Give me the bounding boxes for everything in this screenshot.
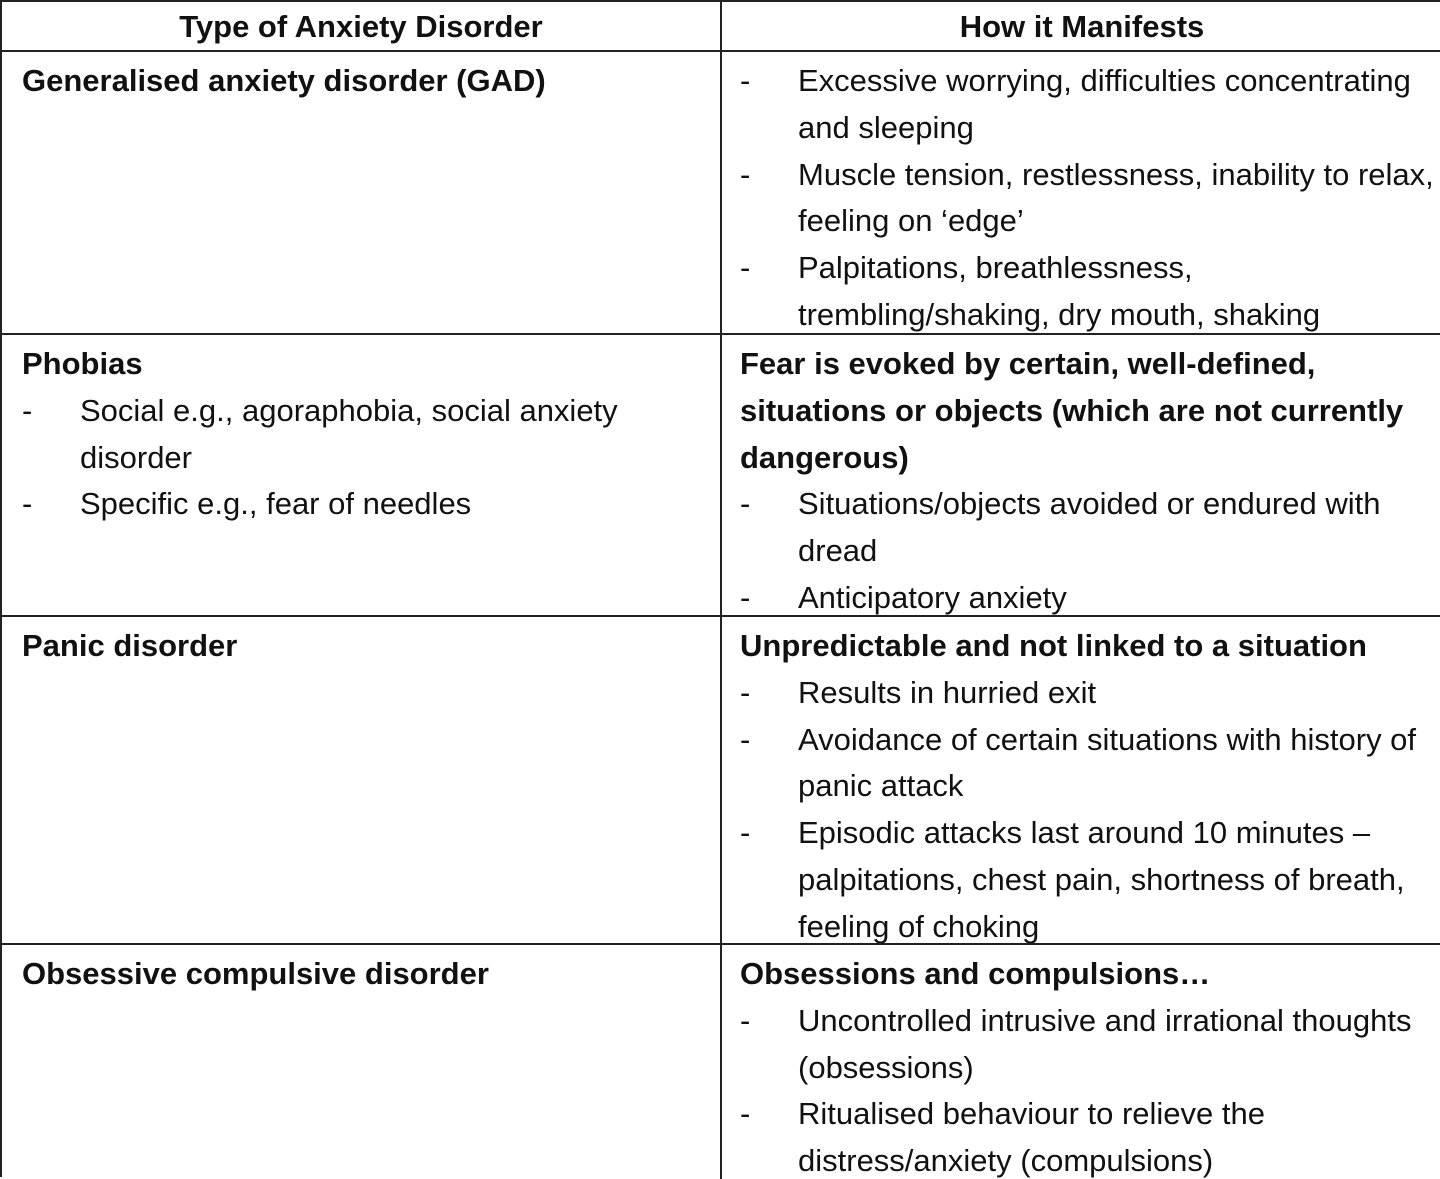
bullet-dash: - [740, 1002, 751, 1038]
bullet-dash: - [740, 156, 751, 192]
manifest-bullet [740, 1091, 1440, 1179]
manifest-cell-ocd [722, 945, 1440, 1179]
type-bullet [22, 388, 720, 482]
header-manifests: How it Manifests [959, 9, 1205, 44]
manifest-intro: Obsessions and compulsions… [740, 956, 1211, 991]
bullet-dash: - [740, 1096, 751, 1132]
bullet-text: Palpitations, breathlessness, trembling/shaking, dry mouth, shaking [798, 250, 1321, 332]
table-row-ocd [2, 945, 1440, 1179]
manifest-intro: Fear is evoked by certain, well-defined, situations or objects (which are not currently dangerous) [740, 346, 1404, 475]
manifest-bullet [740, 58, 1440, 152]
manifest-bullet [740, 575, 1440, 615]
bullet-dash: - [22, 486, 33, 522]
bullet-text: Situations/objects avoided or endured with dread [798, 486, 1381, 569]
bullet-text: Specific e.g., fear of needles [80, 486, 472, 522]
type-name-ocd: Obsessive compulsive disorder [22, 956, 489, 991]
bullet-dash: - [740, 486, 751, 522]
bullet-text: Ritualised behaviour to relieve the distress/anxiety (compulsions) [798, 1096, 1265, 1179]
bullet-dash: - [740, 815, 751, 851]
table-row-gad [2, 52, 1440, 335]
manifest-bullet [740, 810, 1440, 943]
manifest-bullet [740, 670, 1440, 717]
manifest-bullet [740, 717, 1440, 811]
type-name-panic: Panic disorder [22, 628, 238, 663]
table-header-row [2, 2, 1440, 52]
bullet-dash: - [740, 250, 751, 286]
bullet-dash: - [22, 392, 33, 428]
manifest-bullet [740, 152, 1440, 246]
manifest-bullet [740, 245, 1440, 333]
header-type: Type of Anxiety Disorder [2, 2, 722, 50]
type-name-phobias: Phobias [22, 346, 143, 381]
type-name-gad: Generalised anxiety disorder (GAD) [22, 63, 546, 98]
bullet-text: Avoidance of certain situations with history of panic attack [798, 721, 1417, 804]
table-row-phobias [2, 335, 1440, 617]
manifest-bullet [740, 998, 1440, 1092]
bullet-text: Muscle tension, restlessness, inability to relax, feeling on ‘edge’ [798, 156, 1434, 239]
manifest-cell-phobias [722, 335, 1440, 615]
type-cell-gad [2, 52, 722, 333]
bullet-text: Results in hurried exit [798, 674, 1097, 710]
bullet-text: Social e.g., agoraphobia, social anxiety disorder [80, 392, 618, 475]
type-cell-panic [2, 617, 722, 943]
table-row-panic [2, 617, 1440, 945]
type-cell-phobias [2, 335, 722, 615]
bullet-text: Anticipatory anxiety [798, 579, 1067, 615]
bullet-dash: - [740, 721, 751, 757]
bullet-dash: - [740, 579, 751, 615]
type-bullet [22, 481, 720, 528]
manifest-intro: Unpredictable and not linked to a situation [740, 628, 1367, 663]
bullet-dash: - [740, 674, 751, 710]
bullet-text: Uncontrolled intrusive and irrational thoughts (obsessions) [798, 1002, 1412, 1085]
type-cell-ocd [2, 945, 722, 1179]
manifest-cell-gad [722, 52, 1440, 333]
bullet-text: Episodic attacks last around 10 minutes – palpitations, chest pain, shortness of breath, feeling of choking [798, 815, 1405, 943]
bullet-text: Excessive worrying, difficulties concentrating and sleeping [798, 63, 1411, 145]
bullet-dash: - [740, 63, 751, 98]
manifest-cell-panic [722, 617, 1440, 943]
manifest-bullet [740, 481, 1440, 575]
